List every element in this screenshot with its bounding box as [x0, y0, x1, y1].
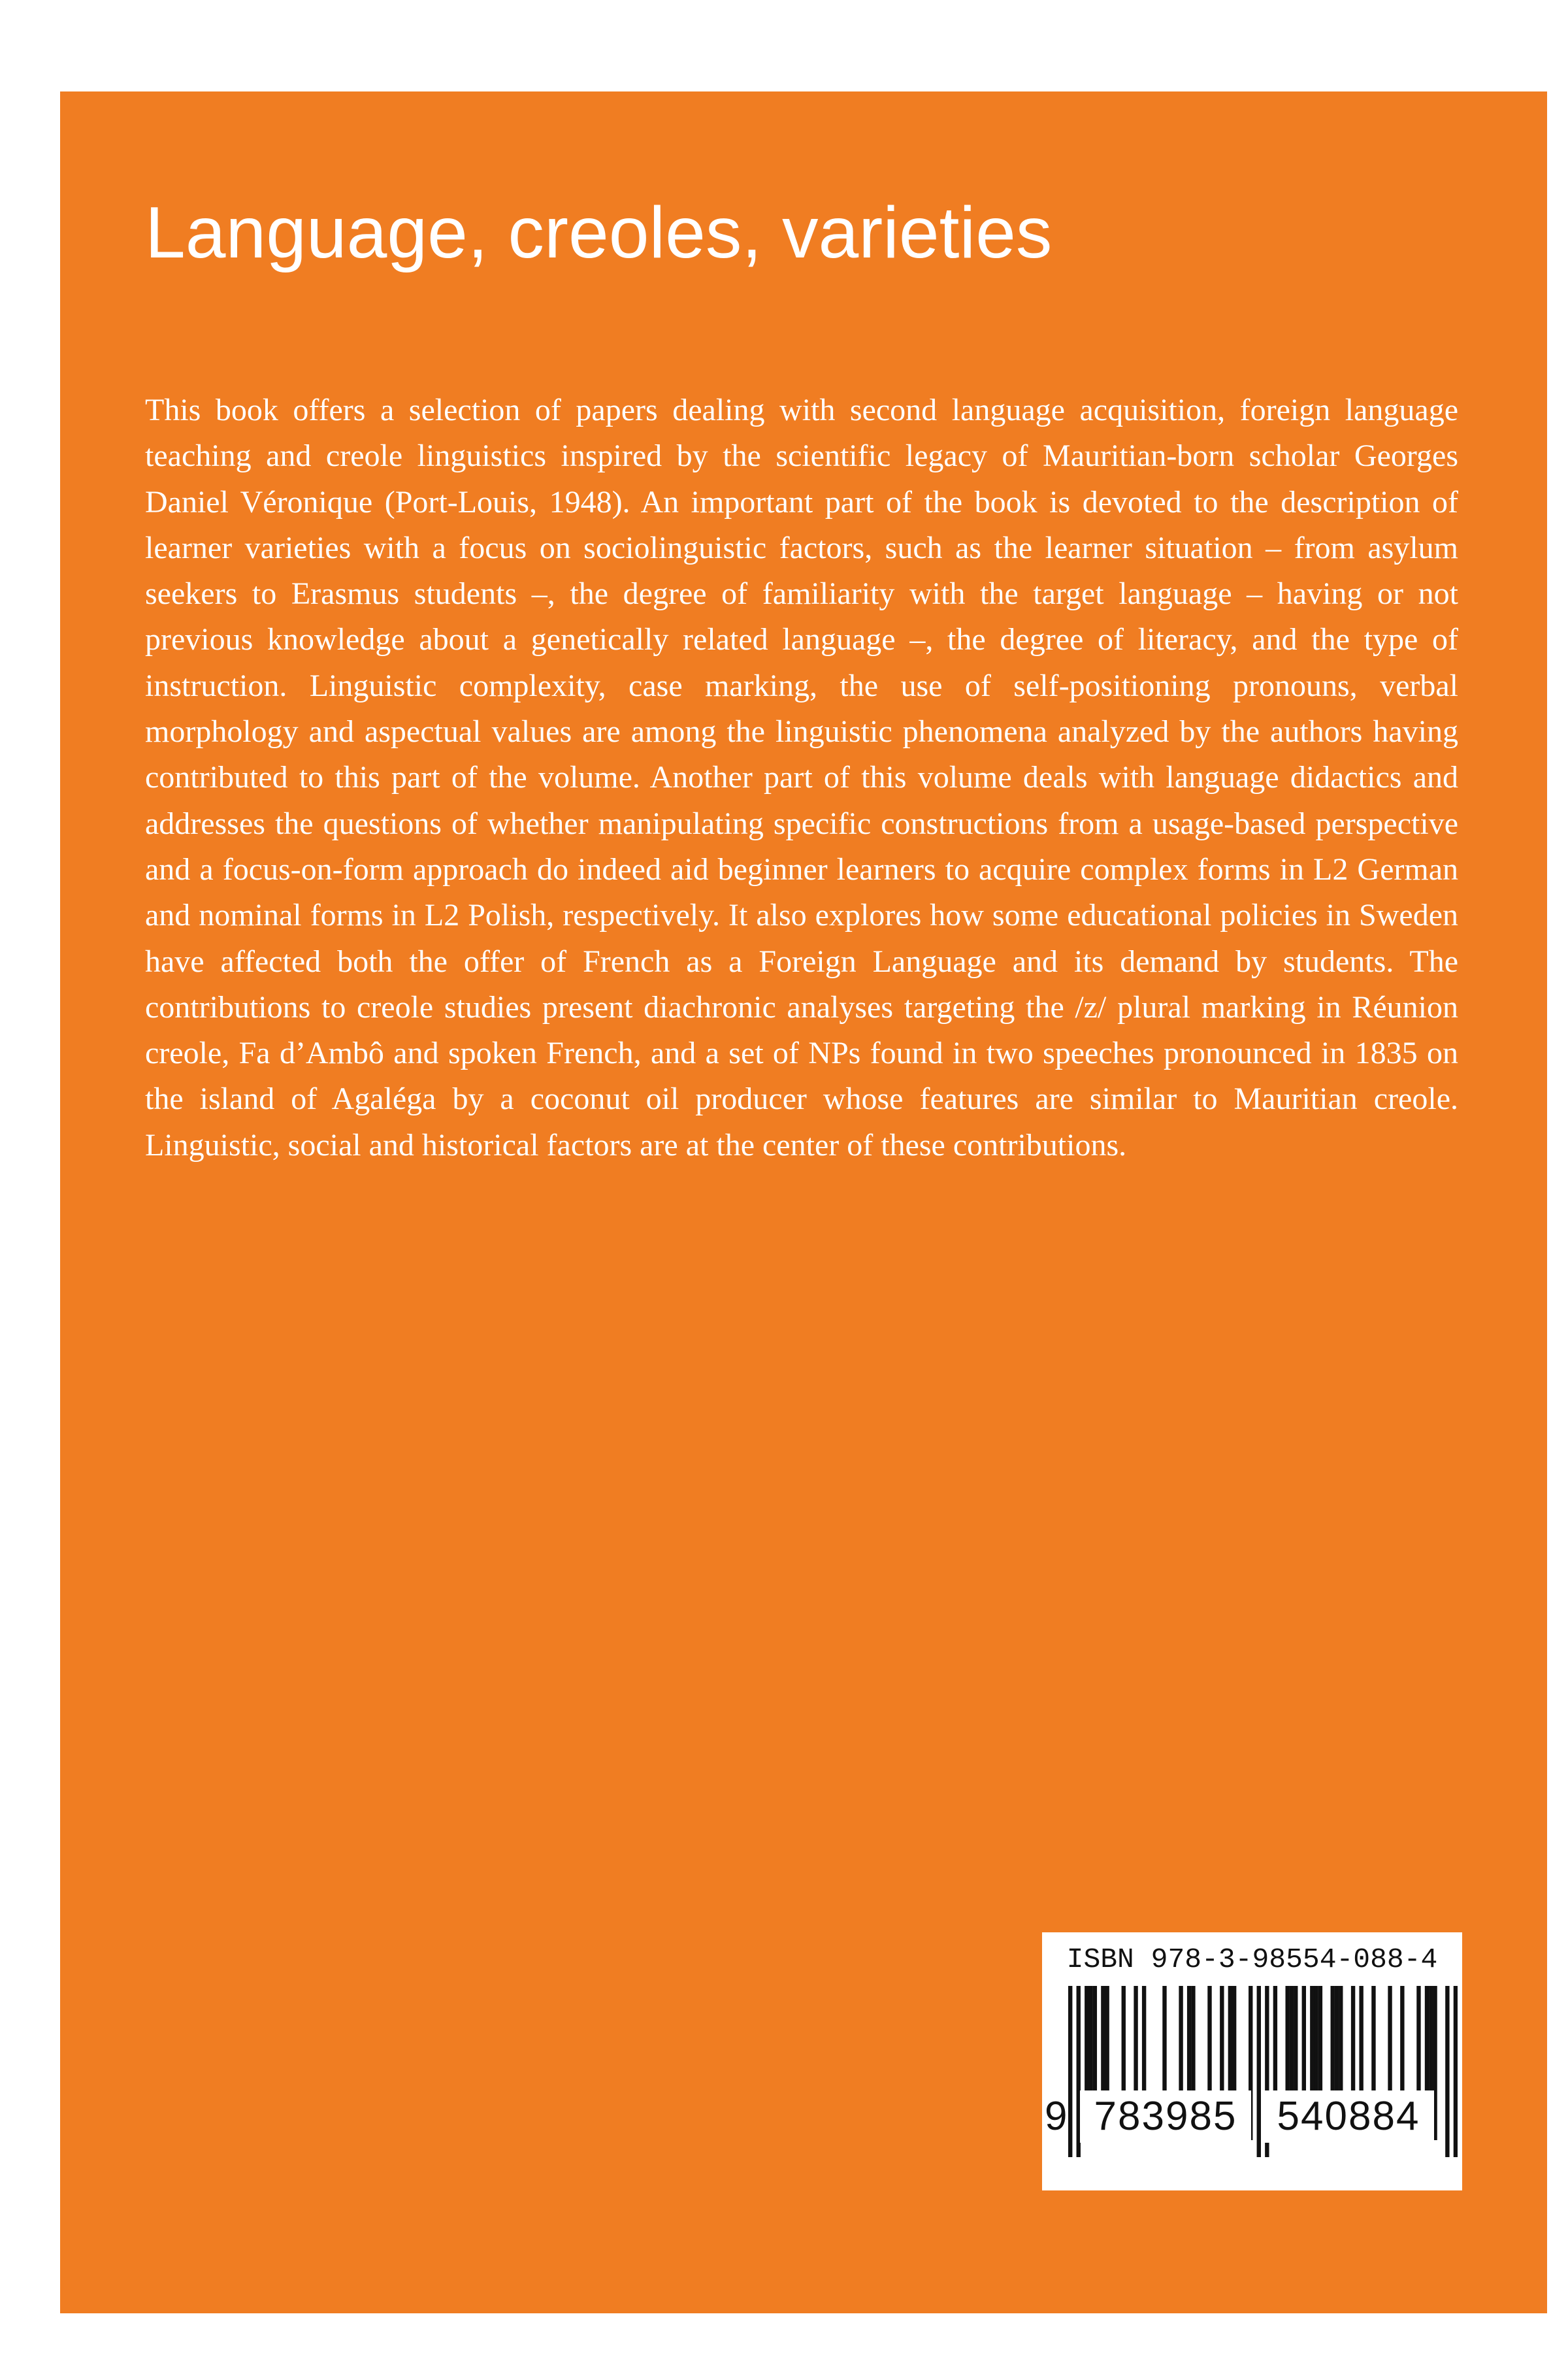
barcode-bar	[1335, 1986, 1339, 2140]
barcode-bar	[1331, 1986, 1335, 2140]
barcode-bar	[1068, 1986, 1072, 2157]
ean-right-group: 540884	[1263, 2090, 1434, 2143]
barcode-bar	[1228, 1986, 1232, 2140]
book-back-cover	[60, 91, 1547, 2313]
barcode-bar	[1273, 1986, 1277, 2140]
barcode-bar	[1105, 1986, 1109, 2140]
barcode-bar	[1433, 1986, 1437, 2140]
book-title: Language, creoles, varieties	[145, 192, 1053, 273]
barcode-bar	[1388, 1986, 1392, 2140]
barcode-bar	[1314, 1986, 1318, 2140]
barcode-bar	[1122, 1986, 1126, 2140]
barcode-bar	[1191, 1986, 1195, 2140]
barcode-bar	[1454, 1986, 1458, 2157]
barcode-bar	[1162, 1986, 1166, 2140]
barcode-bar	[1142, 1986, 1146, 2140]
barcode-bar	[1359, 1986, 1363, 2140]
barcode-bar	[1318, 1986, 1322, 2140]
barcode-bar	[1265, 1986, 1269, 2157]
ean-first-digit: 9	[1045, 2094, 1068, 2139]
barcode-bar	[1179, 1986, 1183, 2140]
isbn-number: ISBN 978-3-98554-088-4	[1066, 1943, 1438, 1975]
barcode-bar	[1249, 1986, 1252, 2140]
barcode-bar	[1232, 1986, 1236, 2140]
ean-left-group: 783985	[1080, 2090, 1251, 2143]
barcode-bar	[1400, 1986, 1404, 2140]
barcode-bar	[1088, 1986, 1092, 2140]
barcode-bar	[1085, 1986, 1088, 2140]
barcode-bars	[1068, 1986, 1458, 2182]
barcode-bar	[1101, 1986, 1105, 2140]
barcode-bar	[1257, 1986, 1261, 2157]
barcode-bar	[1187, 1986, 1191, 2140]
barcode-bar	[1134, 1986, 1137, 2140]
barcode-bar	[1416, 1986, 1420, 2140]
book-description: This book offers a selection of papers dealing with second language acquisition, foreign language teaching and creole linguistics inspired by the scientific legacy of Mauritian-born scholar Georges Daniel Véronique (Port-Louis, 1948). An important part of the book is devoted to the description of learner varieties with a focus on sociolinguistic factors, such as the learner situation – from asylum seekers to Erasmus students –, the degree of familiarity with the target language – having or not previous knowledge about a genetically related language –, the degree of literacy, and the type of instruction. Linguistic complexity, case marking, the use of self-positioning pronouns, verbal morphology and aspectual values are among the linguistic phenomena analyzed by the authors having contributed to this part of the volume. Another part of this volume deals with language didactics and addresses the questions of whether manipulating specific constructions from a usage-based perspective and a focus-on-form approach do indeed aid beginner learners to acquire complex forms in L2 German and nominal forms in L2 Polish, respectively. It also explores how some educational policies in Sweden have affected both the offer of French as a Foreign Language and its demand by students. The contributions to creole studies present diachronic analyses targeting the /z/ plural marking in Réunion creole, Fa d’Ambô and spoken French, and a set of NPs found in two speeches pronounced in 1835 on the island of Agaléga by a coconut oil producer whose features are similar to Mauritian creole. Linguistic, social and historical factors are at the center of these contributions.	[145, 393, 1458, 1163]
barcode-bar	[1445, 1986, 1449, 2157]
barcode-bar	[1286, 1986, 1290, 2140]
barcode-bar	[1290, 1986, 1294, 2140]
barcode-bar	[1077, 1986, 1081, 2157]
isbn-barcode	[1042, 1932, 1462, 2190]
barcode-bar	[1302, 1986, 1306, 2140]
barcode-bar	[1207, 1986, 1211, 2140]
barcode-bar	[1294, 1986, 1298, 2140]
barcode-bar	[1429, 1986, 1433, 2140]
barcode-bar	[1339, 1986, 1343, 2140]
barcode-bar	[1425, 1986, 1429, 2140]
barcode-bar	[1093, 1986, 1097, 2140]
barcode-bar	[1371, 1986, 1375, 2140]
barcode-bar	[1220, 1986, 1224, 2140]
barcode-bar	[1310, 1986, 1314, 2140]
barcode-bar	[1351, 1986, 1355, 2140]
